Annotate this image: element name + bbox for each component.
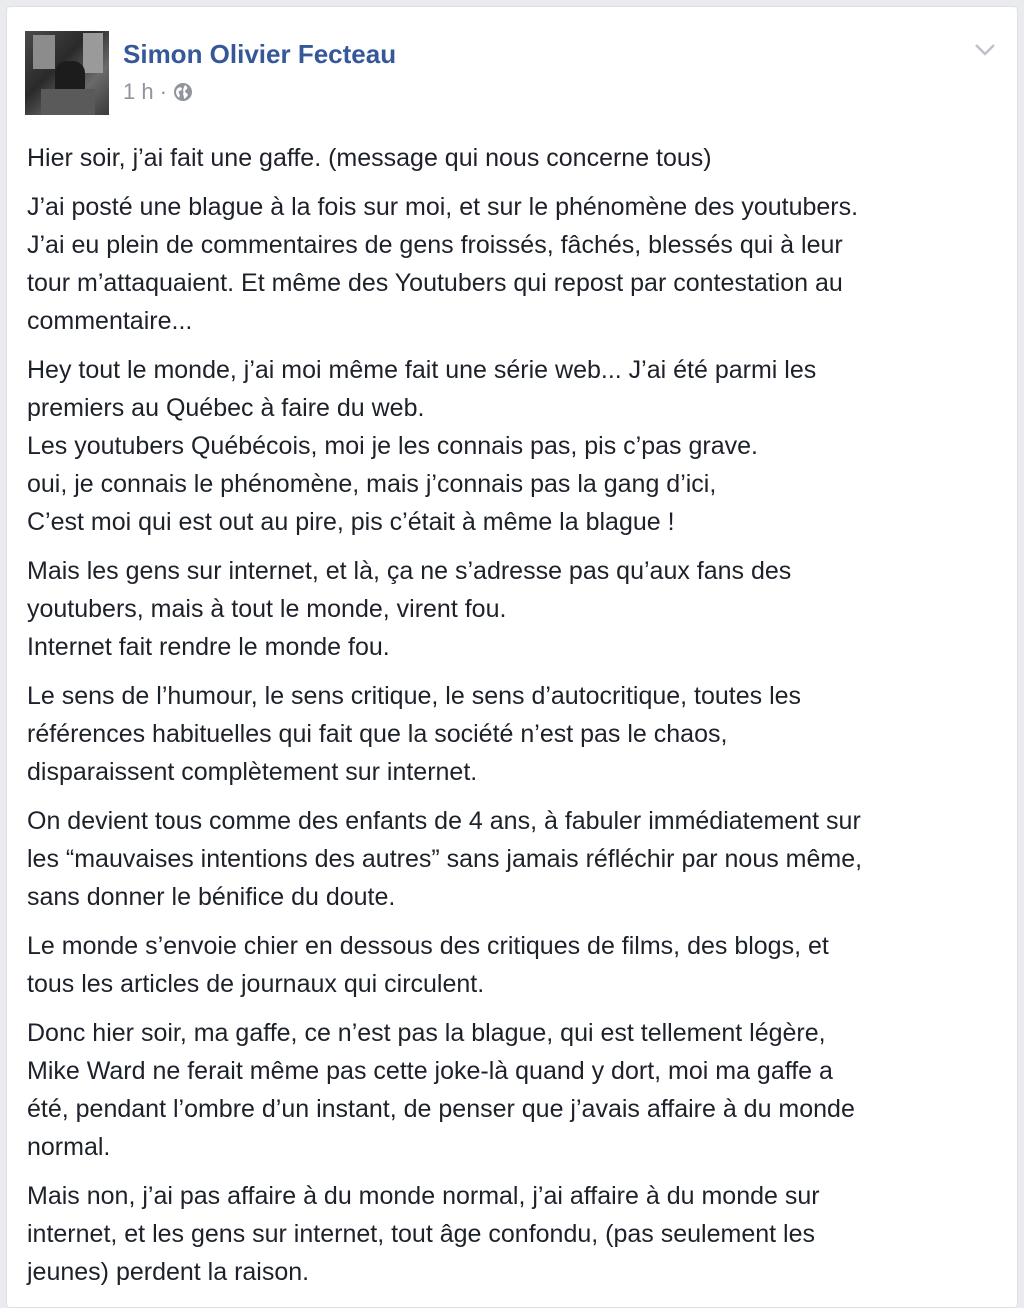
avatar[interactable] xyxy=(25,31,109,115)
post-body xyxy=(27,139,1002,1302)
post-text-line: Donc hier soir, ma gaffe, ce n’est pas la blague, qui est tellement légère, xyxy=(27,1019,826,1047)
post-text-line: On devient tous comme des enfants de 4 ans, à fabuler immédiatement sur xyxy=(27,807,861,835)
post-text-line: jeunes) perdent la raison. xyxy=(27,1258,310,1286)
author-name-link[interactable]: Simon Olivier Fecteau xyxy=(123,39,397,69)
post-text-line: tour m’attaquaient. Et même des Youtubers qui repost par contestation au xyxy=(27,269,843,297)
post-text-line: commentaire... xyxy=(27,307,193,335)
post-text-line: normal. xyxy=(27,1133,111,1161)
avatar-photo-detail xyxy=(83,33,103,73)
meta-separator: · xyxy=(159,79,167,104)
post-text-line: Mais les gens sur internet, et là, ça ne s’adresse pas qu’aux fans des xyxy=(27,557,792,585)
post-text-line: premiers au Québec à faire du web. xyxy=(27,394,425,422)
post-text-line: références habituelles qui fait que la société n’est pas le chaos, xyxy=(27,720,728,748)
post-paragraph xyxy=(27,139,1002,177)
post-text-line: les “mauvaises intentions des autres” sans jamais réfléchir par nous même, xyxy=(27,845,863,873)
avatar-photo-detail xyxy=(33,35,55,69)
post-paragraph xyxy=(27,188,1002,340)
avatar-photo-detail xyxy=(41,89,95,115)
post-text-line: youtubers, mais à tout le monde, virent fou. xyxy=(27,595,507,623)
post-text-line: oui, je connais le phénomène, mais j’connais pas la gang d’ici, xyxy=(27,470,717,498)
post-text-line: Les youtubers Québécois, moi je les connais pas, pis c’pas grave. xyxy=(27,432,758,460)
post-text-line: tous les articles de journaux qui circulent. xyxy=(27,970,485,998)
post-paragraph xyxy=(27,927,1002,1003)
post-paragraph xyxy=(27,552,1002,666)
post-paragraph xyxy=(27,802,1002,916)
post-timestamp[interactable]: 1 h xyxy=(123,79,154,104)
post-text-line: internet, et les gens sur internet, tout âge confondu, (pas seulement les xyxy=(27,1220,815,1248)
post-text-line: J’ai eu plein de commentaires de gens froissés, fâchés, blessés qui à leur xyxy=(27,231,843,259)
post-text-line: sans donner le bénifice du doute. xyxy=(27,883,396,911)
post-text-line: Le sens de l’humour, le sens critique, le sens d’autocritique, toutes les xyxy=(27,682,802,710)
globe-icon[interactable] xyxy=(173,82,193,102)
post-text-line: J’ai posté une blague à la fois sur moi, et sur le phénomène des youtubers. xyxy=(27,193,859,221)
post-text-line: Internet fait rendre le monde fou. xyxy=(27,633,390,661)
post-text-line: Hey tout le monde, j’ai moi même fait une série web... J’ai été parmi les xyxy=(27,356,817,384)
post-text-line: Le monde s’envoie chier en dessous des critiques de films, des blogs, et xyxy=(27,932,829,960)
chevron-down-icon[interactable] xyxy=(971,35,999,63)
post-paragraph xyxy=(27,351,1002,541)
post-text-line: C’est moi qui est out au pire, pis c’était à même la blague ! xyxy=(27,508,675,536)
post-paragraph xyxy=(27,1014,1002,1166)
post-meta xyxy=(123,79,193,105)
post-card xyxy=(6,6,1018,1308)
post-paragraph xyxy=(27,677,1002,791)
post-text-line: été, pendant l’ombre d’un instant, de penser que j’avais affaire à du monde xyxy=(27,1095,855,1123)
post-paragraph xyxy=(27,1177,1002,1291)
post-text-line: Mike Ward ne ferait même pas cette joke-là quand y dort, moi ma gaffe a xyxy=(27,1057,833,1085)
post-text-line: disparaissent complètement sur internet. xyxy=(27,758,478,786)
post-text-line: Mais non, j’ai pas affaire à du monde normal, j’ai affaire à du monde sur xyxy=(27,1182,820,1210)
post-text-line: Hier soir, j’ai fait une gaffe. (message qui nous concerne tous) xyxy=(27,144,712,172)
